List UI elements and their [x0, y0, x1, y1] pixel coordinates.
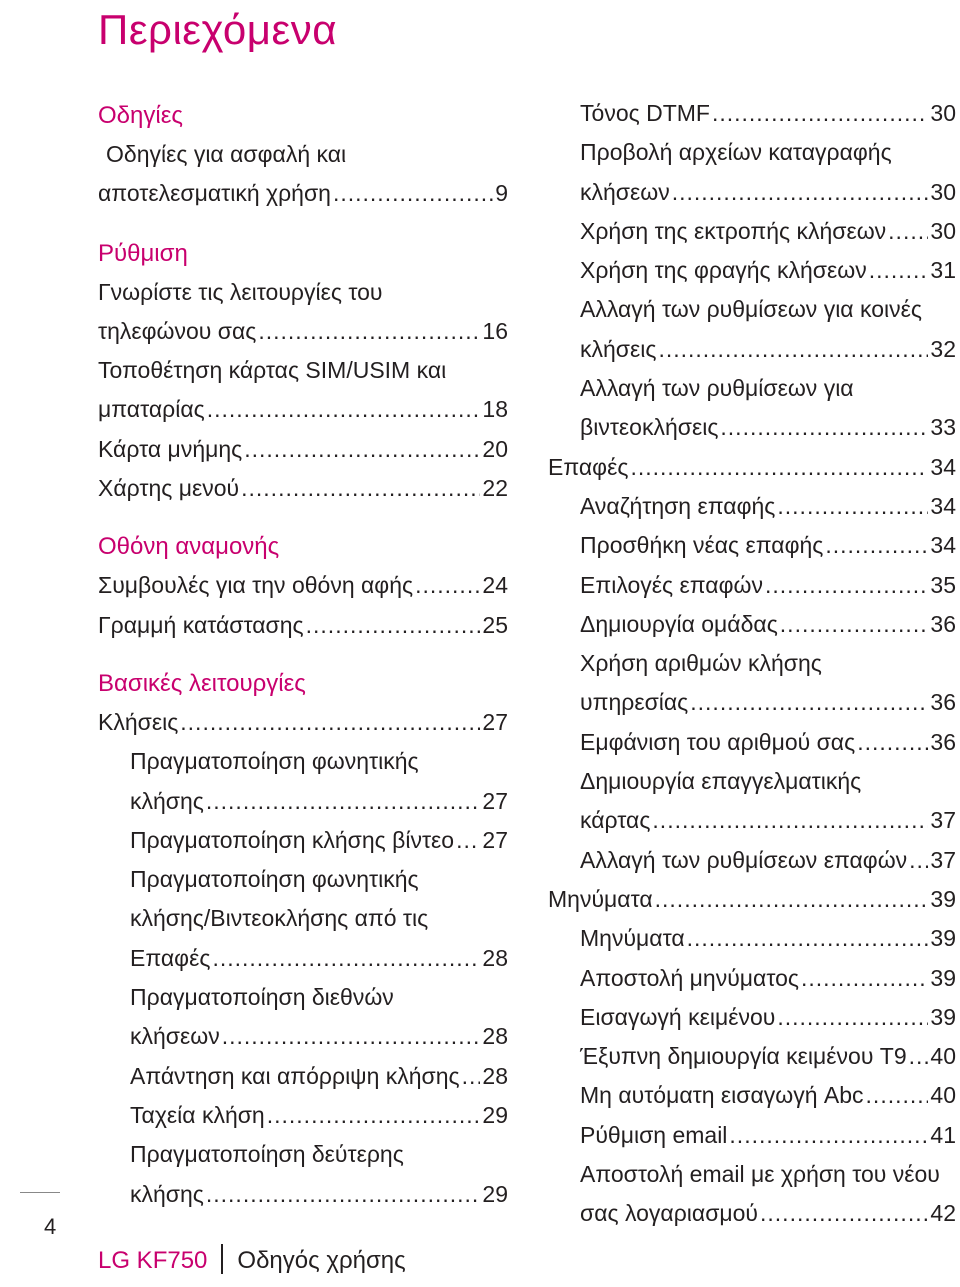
leader-dots	[729, 1116, 928, 1155]
leader-dots	[206, 1175, 481, 1214]
leader-dots	[658, 330, 928, 369]
toc-page-number: 32	[930, 335, 956, 362]
leader-dots	[909, 841, 928, 880]
leader-dots	[456, 821, 480, 860]
toc-page-number: 40	[930, 1043, 956, 1070]
toc-entry-label: Ταχεία κλήση	[130, 1101, 265, 1128]
leader-dots	[857, 723, 928, 762]
leader-dots	[415, 566, 480, 605]
toc-entry-business-card[interactable]	[548, 801, 956, 840]
toc-entry-dtmf[interactable]	[548, 94, 956, 133]
toc-entry-label: Αλλαγή των ρυθμίσεων επαφών	[580, 846, 908, 873]
toc-entry-sim-battery[interactable]	[98, 390, 508, 429]
leader-dots	[687, 919, 929, 958]
leader-dots	[825, 526, 928, 565]
toc-page-number: 20	[482, 435, 508, 462]
toc-entry-label: Επιλογές επαφών	[580, 571, 763, 598]
toc-page-number: 39	[930, 1003, 956, 1030]
toc-entry-calls[interactable]	[98, 703, 508, 742]
toc-entry-label: Έξυπνη δημιουργία κειμένου T9	[580, 1043, 907, 1070]
toc-entry-text: Πραγματοποίηση δεύτερης	[130, 1141, 404, 1168]
toc-entry-speed-dial[interactable]	[98, 1096, 508, 1135]
toc-entry-label: Επαφές	[130, 944, 211, 971]
leader-dots	[760, 1194, 928, 1233]
toc-page-number: 30	[930, 100, 956, 126]
toc-entry-label: Συμβουλές για την οθόνη αφής	[98, 572, 414, 599]
toc-page-number: 34	[930, 532, 956, 559]
leader-dots	[652, 801, 928, 840]
toc-entry-contacts[interactable]	[548, 448, 956, 487]
leader-dots	[241, 469, 480, 508]
toc-entry-abc-input[interactable]	[548, 1076, 956, 1115]
toc-page-number: 41	[930, 1121, 956, 1148]
leader-dots	[258, 312, 480, 351]
toc-entry-send-message[interactable]	[548, 959, 956, 998]
toc-left-column	[98, 96, 508, 1214]
toc-page-number: 36	[930, 689, 956, 716]
toc-entry-search-contact[interactable]	[548, 487, 956, 526]
toc-page-number: 25	[482, 611, 508, 638]
section-heading-setup: Ρύθμιση	[98, 239, 188, 267]
toc-page-number: 9	[495, 180, 508, 207]
footer-guide-label: Οδηγός χρήσης	[237, 1247, 406, 1274]
toc-page-number: 29	[482, 1180, 508, 1207]
toc-page-number: 30	[930, 178, 956, 205]
toc-entry-answer-reject[interactable]	[98, 1057, 508, 1096]
toc-entry-label: κλήσεων	[580, 178, 670, 205]
toc-entry-add-contact[interactable]	[548, 526, 956, 565]
toc-page-number: 28	[482, 1023, 508, 1050]
toc-page-number: 33	[930, 414, 956, 441]
toc-entry-label: Εμφάνιση του αριθμού σας	[580, 728, 856, 755]
leader-dots	[780, 605, 929, 644]
toc-entry-text: Αλλαγή των ρυθμίσεων για κοινές	[580, 296, 922, 323]
toc-page-number: 37	[930, 807, 956, 834]
leader-dots	[212, 939, 480, 978]
toc-entry-label: Ρύθμιση email	[580, 1121, 728, 1148]
toc-entry-create-group[interactable]	[548, 605, 956, 644]
toc-entry-text: Δημιουργία επαγγελματικής	[580, 768, 862, 795]
leader-dots	[909, 1037, 929, 1076]
toc-entry-own-number[interactable]	[548, 723, 956, 762]
toc-page-number: 16	[482, 317, 508, 344]
toc-page-number: 27	[482, 708, 508, 735]
toc-right-column	[548, 94, 956, 1234]
toc-page-number: 28	[482, 944, 508, 971]
toc-entry-call-divert[interactable]	[548, 212, 956, 251]
leader-dots	[655, 880, 929, 919]
leader-dots	[801, 959, 928, 998]
page-number: 4	[44, 1214, 57, 1239]
toc-entry-label: Γραμμή κατάστασης	[98, 611, 304, 638]
leader-dots	[180, 703, 480, 742]
toc-entry-label: Εισαγωγή κειμένου	[580, 1003, 776, 1030]
toc-entry-text: κλήσης/Βιντεοκλήσης από τις	[130, 905, 429, 932]
toc-entry-call-logs[interactable]	[548, 173, 956, 212]
toc-page-number: 39	[930, 925, 956, 952]
section-heading-basic-functions: Βασικές λειτουργίες	[98, 669, 306, 697]
toc-entry-label: Δημιουργία ομάδας	[580, 610, 778, 637]
leader-dots	[462, 1057, 481, 1096]
toc-entry-t9[interactable]	[548, 1037, 956, 1076]
section-heading-instructions: Οδηγίες	[98, 102, 183, 129]
toc-entry-label: Αναζήτηση επαφής	[580, 492, 776, 519]
toc-entry-label: Μη αυτόματη εισαγωγή Abc	[580, 1082, 864, 1109]
toc-entry-common-call-settings[interactable]	[548, 330, 956, 369]
toc-entry-text: Προβολή αρχείων καταγραφής	[580, 139, 892, 166]
leader-dots	[222, 1017, 481, 1056]
toc-entry-label: τηλεφώνου σας	[98, 317, 257, 344]
leader-dots	[333, 174, 493, 213]
page-title: Περιεχόμενα	[98, 6, 337, 53]
toc-page-number: 35	[930, 571, 956, 598]
toc-entry-contact-settings[interactable]	[548, 841, 956, 880]
toc-page-number: 34	[930, 453, 956, 480]
leader-dots	[630, 448, 928, 487]
toc-entry-service-numbers[interactable]	[548, 683, 956, 722]
toc-entry-label: Κλήσεις	[98, 708, 179, 735]
toc-entry-text: Πραγματοποίηση διεθνών	[130, 984, 394, 1011]
toc-entry-send-email[interactable]	[548, 1194, 956, 1233]
toc-page-number: 40	[930, 1082, 956, 1109]
toc-page-number: 36	[930, 728, 956, 755]
toc-entry-text: Γνωρίστε τις λειτουργίες του	[98, 278, 383, 305]
margin-rule	[20, 1192, 60, 1193]
toc-page-number: 39	[930, 885, 956, 912]
leader-dots	[777, 998, 928, 1037]
toc-entry-label: αποτελεσματική χρήση	[98, 180, 331, 207]
leader-dots	[206, 782, 481, 821]
toc-entry-text: Αλλαγή των ρυθμίσεων για	[580, 375, 854, 402]
leader-dots	[869, 251, 929, 290]
toc-entry-label: Απάντηση και απόρριψη κλήσης	[130, 1062, 460, 1089]
toc-entry-voice-call[interactable]	[98, 782, 508, 821]
leader-dots	[672, 173, 929, 212]
toc-entry-video-call-settings[interactable]	[548, 408, 956, 447]
toc-page-number: 22	[482, 475, 508, 502]
toc-entry-menu-map[interactable]	[98, 469, 508, 508]
toc-entry-label: κλήσεων	[130, 1023, 220, 1050]
toc-entry-text-input[interactable]	[548, 998, 956, 1037]
toc-entry-label: Μηνύματα	[548, 885, 653, 912]
toc-entry-label: Χρήση της εκτροπής κλήσεων	[580, 217, 887, 244]
toc-page-number: 24	[482, 572, 508, 599]
toc-entry-label: Κάρτα μνήμης	[98, 435, 243, 462]
toc-entry-video-call[interactable]	[98, 821, 508, 860]
toc-page-number: 36	[930, 610, 956, 637]
toc-entry-label: κλήσης	[130, 787, 204, 814]
toc-page-number: 31	[930, 257, 956, 284]
leader-dots	[306, 606, 481, 645]
toc-entry-contact-options[interactable]	[548, 566, 956, 605]
toc-page-number: 18	[482, 396, 508, 423]
toc-page-number: 39	[930, 964, 956, 991]
toc-entry-text: Οδηγίες για ασφαλή και	[106, 141, 347, 167]
leader-dots	[712, 94, 928, 133]
toc-page-number: 37	[930, 846, 956, 873]
toc-entry-label: Προσθήκη νέας επαφής	[580, 532, 824, 559]
toc-entry-call-barring[interactable]	[548, 251, 956, 290]
footer-separator	[221, 1244, 223, 1274]
toc-entry-text: Χρήση αριθμών κλήσης	[580, 650, 822, 677]
toc-entry-touchscreen-tips[interactable]	[98, 566, 508, 605]
toc-entry-label: Χάρτης μενού	[98, 475, 240, 502]
toc-page-number: 28	[482, 1062, 508, 1089]
leader-dots	[866, 1076, 929, 1115]
toc-page-number: 29	[482, 1101, 508, 1128]
footer-brand: LG KF750	[98, 1247, 208, 1274]
toc-entry-safety[interactable]	[98, 174, 508, 213]
toc-entry-text: Πραγματοποίηση φωνητικής	[130, 866, 419, 893]
toc-entry-label: κλήσεις	[580, 335, 657, 362]
toc-page-number: 30	[930, 217, 956, 244]
toc-entry-label: κάρτας	[580, 807, 651, 834]
leader-dots	[267, 1096, 481, 1135]
toc-entry-text: Πραγματοποίηση φωνητικής	[130, 748, 419, 775]
leader-dots	[720, 408, 928, 447]
leader-dots	[888, 212, 928, 251]
leader-dots	[244, 430, 480, 469]
leader-dots	[207, 390, 481, 429]
toc-page-number: 27	[482, 787, 508, 814]
toc-page-number: 34	[930, 492, 956, 519]
leader-dots	[690, 683, 928, 722]
toc-entry-label: Τόνος DTMF	[580, 100, 710, 126]
toc-entry-phone-features[interactable]	[98, 312, 508, 351]
toc-entry-label: Επαφές	[548, 453, 629, 480]
toc-entry-label: Μηνύματα	[580, 925, 685, 952]
leader-dots	[765, 566, 928, 605]
toc-entry-label: υπηρεσίας	[580, 689, 689, 716]
toc-entry-label: βιντεοκλήσεις	[580, 414, 719, 441]
toc-entry-status-bar[interactable]	[98, 606, 508, 645]
toc-entry-text: Αποστολή email με χρήση του νέου	[580, 1161, 940, 1188]
toc-entry-messages[interactable]	[548, 919, 956, 958]
section-heading-standby: Οθόνη αναμονής	[98, 533, 280, 561]
toc-page-number: 42	[930, 1200, 956, 1227]
toc-entry-second-call[interactable]	[98, 1175, 508, 1214]
toc-entry-label: Αποστολή μηνύματος	[580, 964, 799, 991]
toc-page-number: 27	[482, 826, 508, 853]
toc-entry-label: κλήσης	[130, 1180, 204, 1207]
page-footer	[98, 1244, 406, 1275]
toc-entry-label: σας λογαριασμού	[580, 1200, 759, 1227]
toc-entry-label: μπαταρίας	[98, 396, 205, 423]
toc-entry-label: Χρήση της φραγής κλήσεων	[580, 257, 867, 284]
toc-entry-messages-section[interactable]	[548, 880, 956, 919]
toc-entry-call-from-contacts[interactable]	[98, 939, 508, 978]
toc-entry-label: Πραγματοποίηση κλήσης βίντεο	[130, 826, 455, 853]
leader-dots	[777, 487, 928, 526]
toc-entry-memory-card[interactable]	[98, 430, 508, 469]
toc-entry-text: Τοποθέτηση κάρτας SIM/USIM και	[98, 357, 447, 384]
toc-entry-email-setup[interactable]	[548, 1116, 956, 1155]
toc-entry-international-calls[interactable]	[98, 1017, 508, 1056]
